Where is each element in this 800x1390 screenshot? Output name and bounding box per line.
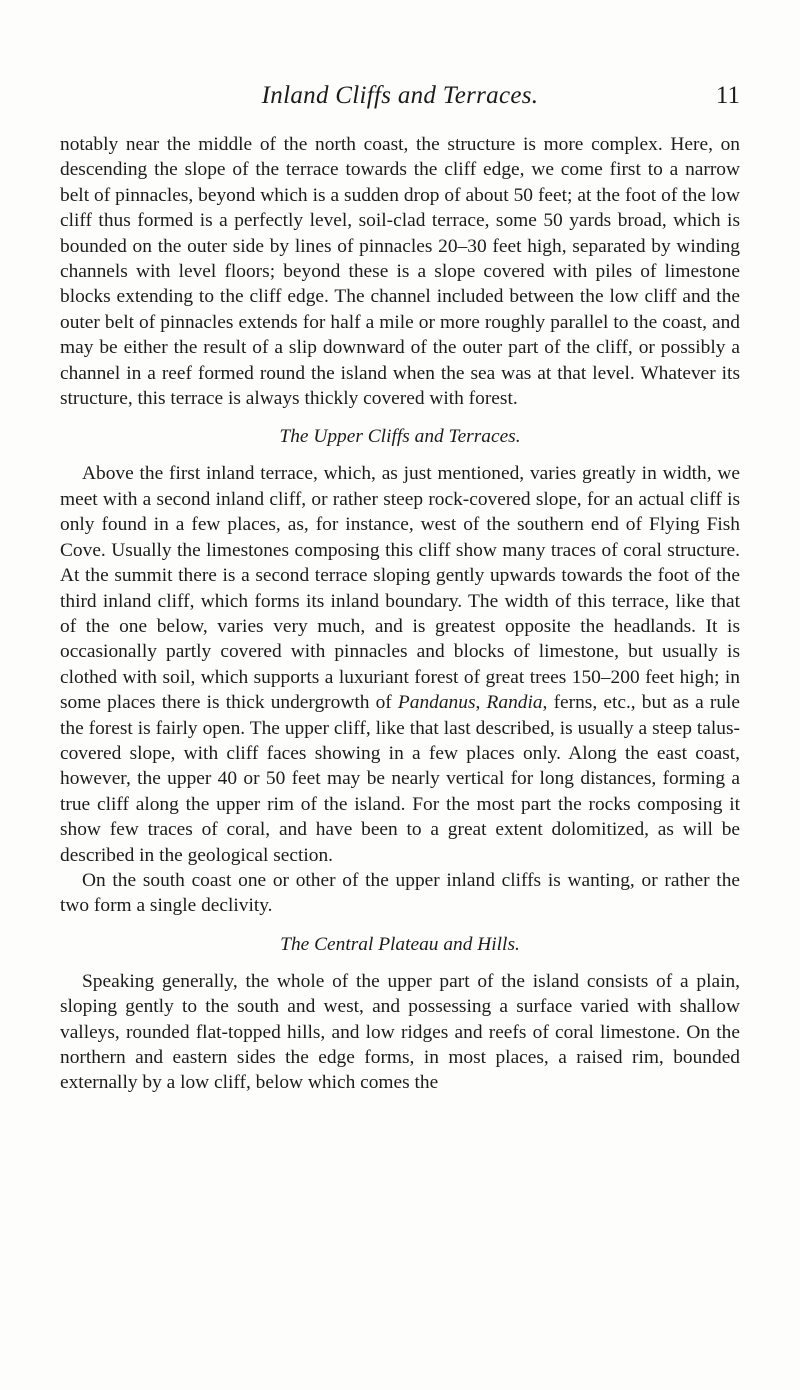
paragraph-south-coast: On the south coast one or other of the upper inland cliffs is wanting, or rather the two form a single declivity. [60, 869, 740, 917]
page-number: 11 [715, 82, 740, 109]
paragraph-upper-cliffs-part2: , ferns, etc., but as a rule the forest is fairly open. The upper cliff, like that last described, is usually a steep talus-covered slope, with cliff faces showing in a few places only. Along the east coast, however, the upper 40 or 50 feet may be nearly vertical for long distances, forming a true cliff along the upper rim of the island. For the most part the rocks composing it show few traces of coral, and have been to a great extent dolomitized, as will be described in the geological section. [60, 692, 741, 866]
genus-pandanus: Pandanus [397, 692, 476, 714]
paragraph-central-plateau: Speaking generally, the whole of the upper part of the island consists of a plain, sloping gently to the south and west, and possessing a surface varied with shallow valleys, rounded flat-topped hills, and low ridges and reefs of coral limestone. On the northern and eastern sides the edge forms, in most places, a raised rim, bounded externally by a low cliff, below which comes the [60, 970, 740, 1094]
paragraph-upper-cliffs-part1: Above the first inland terrace, which, as just mentioned, varies greatly in width, we meet with a second inland cliff, or rather steep rock-covered slope, for an actual cliff is only found in a few places, as, for instance, west of the southern end of Flying Fish Cove. Usually the limestones composing this cliff show many traces of coral structure. At the summit there is a second terrace sloping gently upwards towards the foot of the third inland cliff, which forms its inland boundary. The width of this terrace, like that of the one below, varies very much, and is greatest opposite the headlands. It is occasionally partly covered with pinnacles and blocks of limestone, but usually is clothed with soil, which supports a luxuriant forest of great trees 150–200 feet high; in some places there is thick undergrowth of [60, 463, 740, 714]
body-text [60, 132, 740, 1096]
paragraph-intro: notably near the middle of the north coast, the structure is more complex. Here, on descending the slope of the terrace towards the cliff edge, we come first to a narrow belt of pinnacles, beyond which is a sudden drop of about 50 feet; at the foot of the low cliff thus formed is a perfectly level, soil-clad terrace, some 50 yards broad, which is bounded on the outer side by lines of pinnacles 20–30 feet high, separated by winding channels with level floors; beyond these is a slope covered with piles of limestone blocks extending to the cliff edge. The channel included between the low cliff and the outer belt of pinnacles extends for half a mile or more roughly parallel to the coast, and may be either the result of a slip downward of the outer part of the cliff, or possibly a channel in a reef formed round the island when the sea was at that level. Whatever its structure, this terrace is always thickly covered with forest. [60, 134, 740, 410]
section-heading-upper-cliffs: The Upper Cliffs and Terraces. [279, 426, 521, 448]
section-heading-central-plateau: The Central Plateau and Hills. [280, 933, 520, 955]
genus-separator: , [475, 692, 487, 714]
genus-randia: Randia [486, 692, 543, 714]
running-head [60, 82, 740, 116]
paragraph-upper-cliffs [60, 461, 740, 868]
running-title: Inland Cliffs and Terraces. [261, 82, 539, 109]
